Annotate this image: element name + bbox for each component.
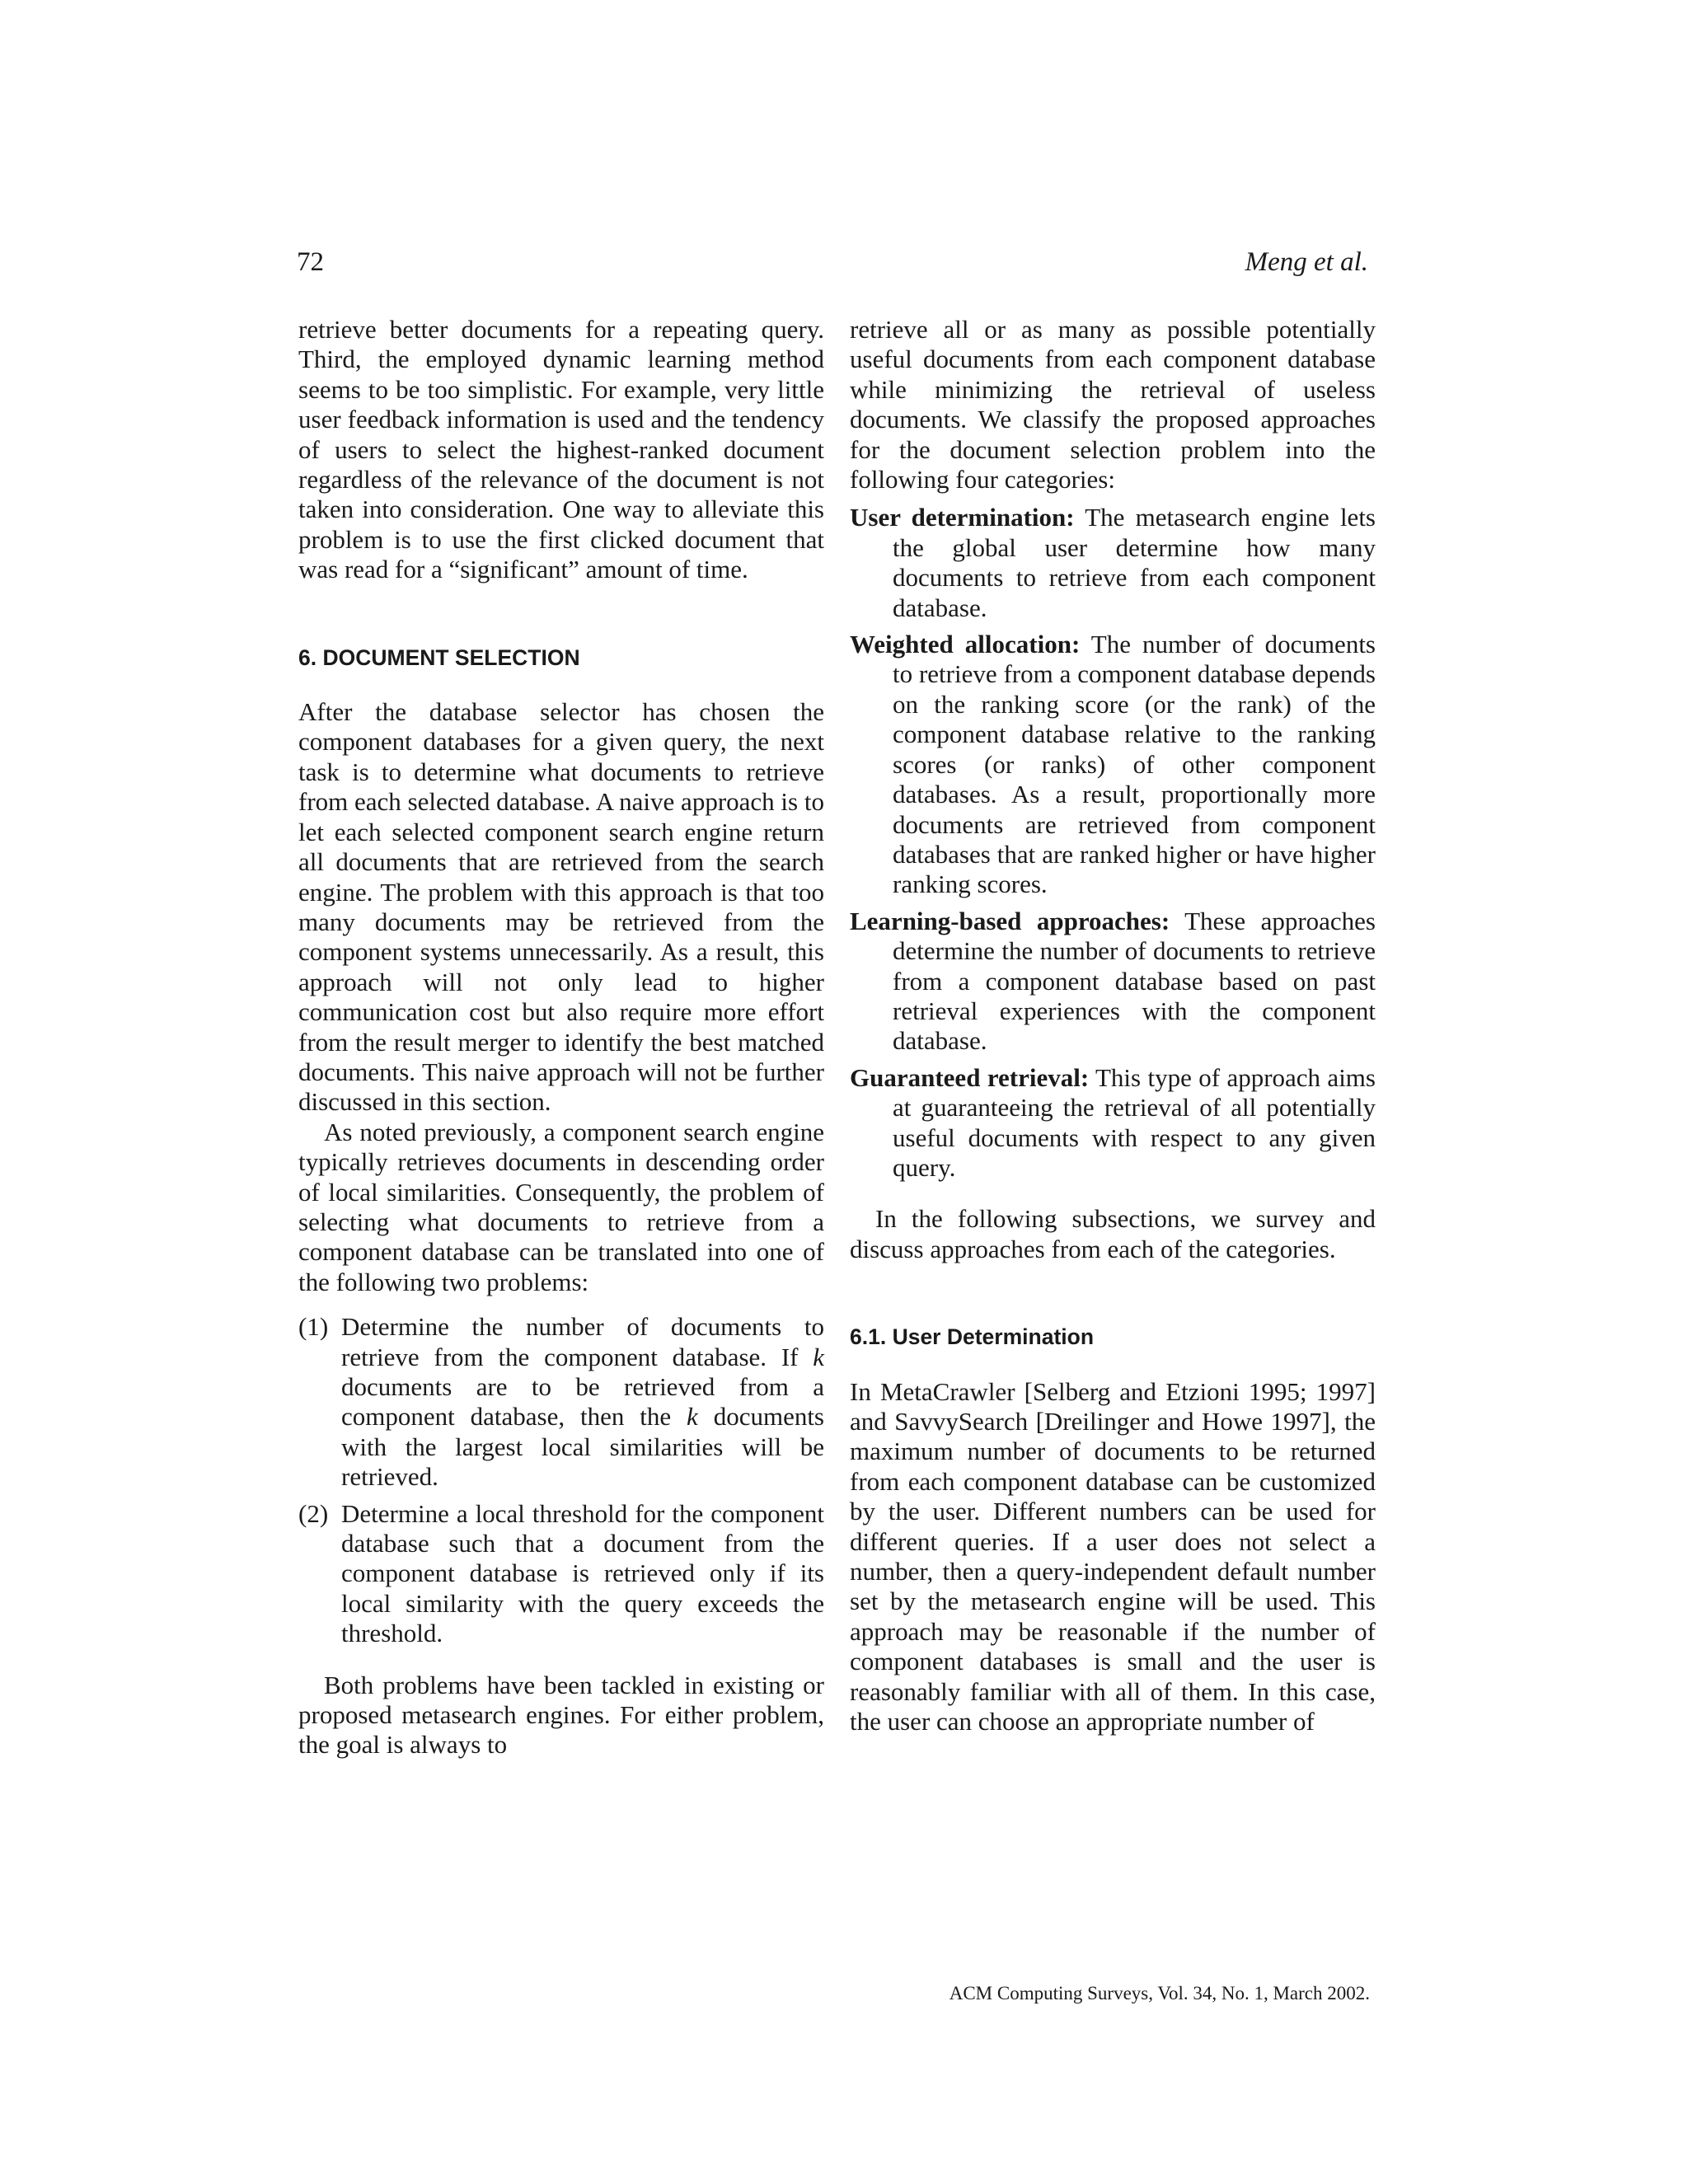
list-item: [298, 1499, 824, 1649]
list-number: (2): [298, 1498, 329, 1528]
list-item-text: Determine a local threshold for the component database such that a document from the component database is retrieved only if its local similarity with the query exceeds the threshold.: [341, 1498, 824, 1648]
right-column: [850, 315, 1376, 1736]
paragraph-continued: retrieve better documents for a repeating query. Third, the employed dynamic learning method seems to be too simplistic. For example, very little user feedback information is used and the tendency of users to select the highest-ranked document regardless of the relevance of the document is not taken into consideration. One way to alleviate this problem is to use the first clicked document that was read for a “significant” amount of time.: [298, 315, 824, 584]
list-number: (1): [298, 1312, 329, 1342]
category-list: [850, 503, 1376, 1183]
paragraph: After the database selector has chosen the component databases for a given query, the next task is to determine what documents to retrieve from each selected database. A naive approach is to let each selected component search engine return all documents that are retrieved from the search engine. The problem with this approach is that too many documents may be retrieved from the component systems unnecessarily. As a result, this approach will not only lead to higher communication cost but also require more effort from the result merger to identify the best matched documents. This naive approach will not be further discussed in this section.: [298, 697, 824, 1117]
category-item: User determination: The metasearch engine lets the global user determine how many documents to retrieve from each component database.: [850, 503, 1376, 622]
category-term: Learning-based approaches:: [850, 906, 1170, 935]
category-item: Guaranteed retrieval: This type of approach aims at guaranteeing the retrieval of all potentially useful documents with respect to any given query.: [850, 1062, 1376, 1182]
paragraph: As noted previously, a component search engine typically retrieves documents in descending order of local similarities. Consequently, the problem of selecting what documents to retrieve from a component database can be translated into one of the following two problems:: [298, 1117, 824, 1296]
left-column: [298, 315, 824, 1760]
category-term: Weighted allocation:: [850, 630, 1081, 659]
page-number: 72: [297, 247, 324, 277]
paragraph: Both problems have been tackled in existing or proposed metasearch engines. For either problem, the goal is always to: [298, 1670, 824, 1760]
problem-list: [298, 1312, 824, 1648]
list-item-text: Determine the number of documents to retrieve from the component database. If k documents are to be retrieved from a component database, then the k documents with the largest local similarities will be retrieved.: [341, 1312, 824, 1492]
category-term: Guaranteed retrieval:: [850, 1062, 1090, 1092]
journal-footer: ACM Computing Surveys, Vol. 34, No. 1, March 2002.: [949, 1983, 1370, 2004]
subsection-heading: 6.1. User Determination: [850, 1324, 1095, 1350]
category-item: Weighted allocation: The number of documents to retrieve from a component database depends on the ranking score (or the rank) of the component database relative to the ranking scores (or ranks) of other component databases. As a result, proportionally more documents are retrieved from component databases that are ranked higher or have higher ranking scores.: [850, 630, 1376, 899]
paragraph-continued: retrieve all or as many as possible potentially useful documents from each component database while minimizing the retrieval of useless documents. We classify the proposed approaches for the document selection problem into the following four categories:: [850, 315, 1376, 494]
category-term: User determination:: [850, 503, 1075, 532]
running-header: [297, 247, 1368, 278]
list-item: [298, 1312, 824, 1492]
running-author: Meng et al.: [1245, 247, 1368, 277]
paragraph: In the following subsections, we survey and discuss approaches from each of the categories.: [850, 1204, 1376, 1263]
paragraph: In MetaCrawler [Selberg and Etzioni 1995; 1997] and SavvySearch [Dreilinger and Howe 1997], the maximum number of documents to be returned from each component database can be customized by the user. Different numbers can be used for different queries. If a user does not select a number, then a query-independent default number set by the metasearch engine will be used. This approach may be reasonable if the number of component databases is small and the user is reasonably familiar with all of them. In this case, the user can choose an appropriate number of: [850, 1376, 1376, 1736]
category-item: Learning-based approaches: These approaches determine the number of documents to retrieve from a component database based on past retrieval experiences with the component database.: [850, 906, 1376, 1056]
section-heading: 6. DOCUMENT SELECTION: [298, 644, 580, 670]
